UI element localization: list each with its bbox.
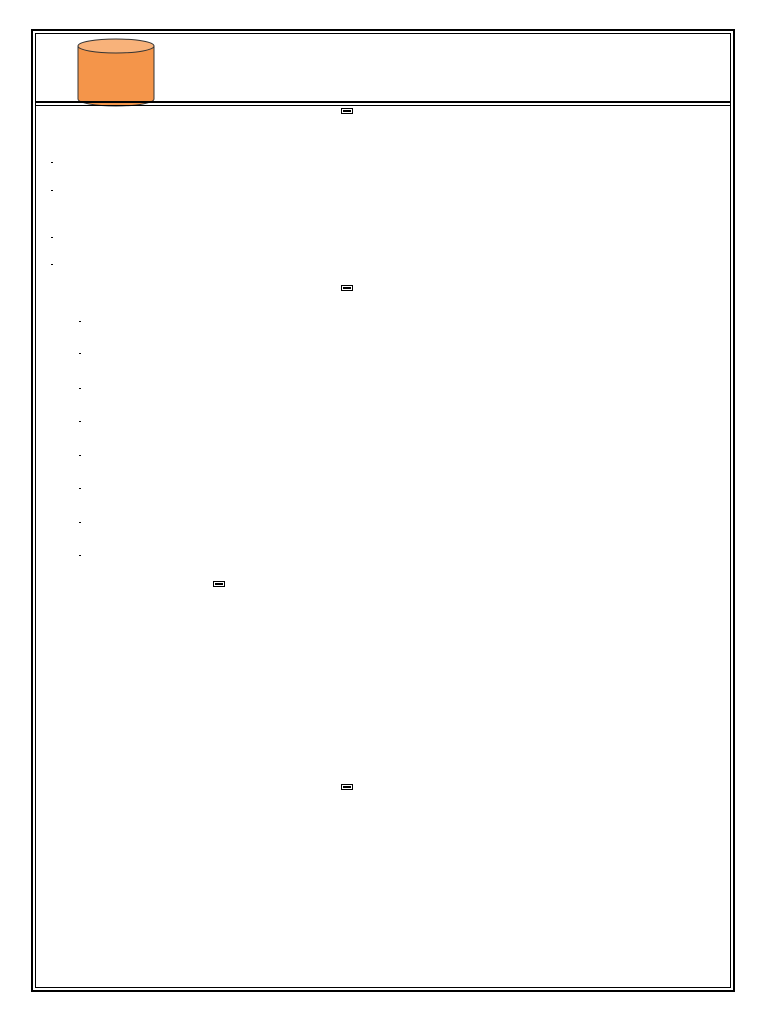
example-text-cont xyxy=(49,183,55,199)
fraction xyxy=(79,388,81,389)
question-text-cont xyxy=(77,481,83,497)
title-divider xyxy=(35,101,731,103)
badge-top xyxy=(78,39,154,53)
question-text xyxy=(77,381,726,397)
fraction xyxy=(51,162,53,163)
fraction xyxy=(51,237,53,238)
title-divider-thin xyxy=(35,105,731,106)
question-text xyxy=(77,515,726,531)
fraction xyxy=(79,455,81,456)
fraction xyxy=(51,190,53,191)
question-text xyxy=(77,448,726,464)
question-text-cont xyxy=(77,346,83,362)
section-exercise-4-4 xyxy=(341,784,353,790)
question-text-cont xyxy=(77,414,83,430)
page-frame-inner xyxy=(35,33,731,988)
fraction xyxy=(79,488,81,489)
fraction xyxy=(79,555,81,556)
fraction xyxy=(79,421,81,422)
fraction xyxy=(79,353,81,354)
example-text xyxy=(49,155,726,171)
fraction xyxy=(79,522,81,523)
question-text-cont xyxy=(77,548,83,564)
section-similar-triangle xyxy=(341,108,353,114)
example-text xyxy=(49,230,726,246)
fraction xyxy=(79,321,81,322)
example-text-cont xyxy=(49,257,55,273)
section-exercise-4-1 xyxy=(341,285,353,291)
cylinder-badge-icon xyxy=(76,37,156,107)
question-text xyxy=(77,314,726,330)
fraction xyxy=(51,264,53,265)
section-tangent xyxy=(213,581,225,587)
